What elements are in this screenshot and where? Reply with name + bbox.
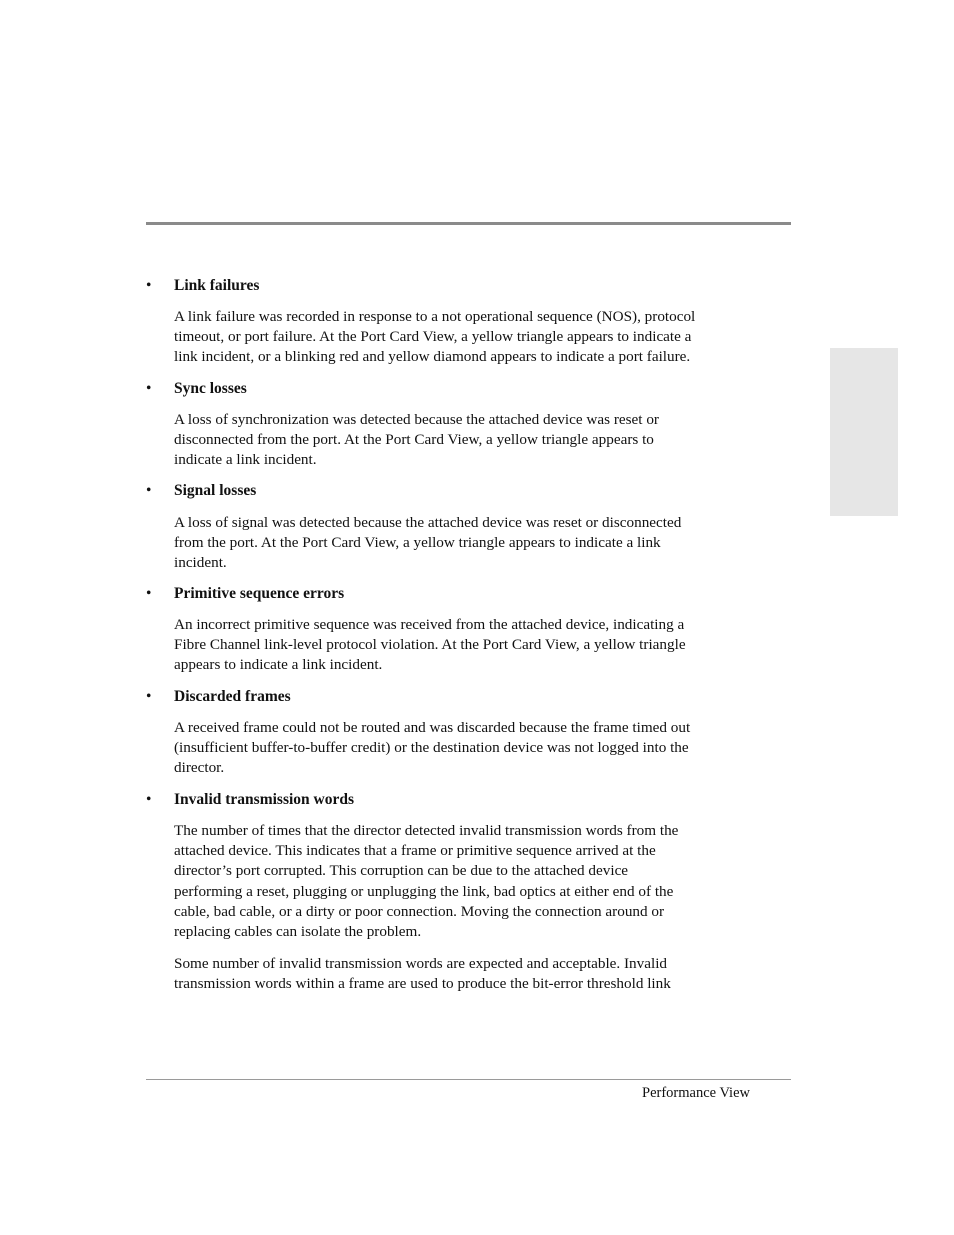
text-line: performing a reset, plugging or unplugging the link, bad optics at either end of the bbox=[174, 882, 674, 900]
item-term: Sync losses bbox=[174, 380, 247, 397]
item-description bbox=[174, 718, 774, 779]
item-description bbox=[174, 513, 774, 574]
text-line: replacing cables can isolate the problem. bbox=[174, 923, 422, 941]
text-line: Fibre Channel link-level protocol violation. At the Port Card View, a yellow triangle bbox=[174, 636, 686, 654]
item-description bbox=[174, 821, 774, 942]
text-line: director’s port corrupted. This corruption can be due to the attached device bbox=[174, 862, 629, 880]
text-line: The number of times that the director detected invalid transmission words from the bbox=[174, 822, 679, 839]
text-line: link incident, or a blinking red and yellow diamond appears to indicate a port failure. bbox=[174, 348, 691, 366]
text-line: A received frame could not be routed and was discarded because the frame timed out bbox=[174, 719, 691, 736]
item-description bbox=[174, 307, 774, 368]
item-description bbox=[174, 410, 774, 471]
text-line: attached device. This indicates that a frame or primitive sequence arrived at the bbox=[174, 842, 656, 860]
footer-section-title: Performance View bbox=[642, 1085, 750, 1101]
text-line: (insufficient buffer-to-buffer credit) or the destination device was not logged into the bbox=[174, 739, 689, 757]
text-line: cable, bad cable, or a dirty or poor connection. Moving the connection around or bbox=[174, 902, 665, 920]
text-line: A loss of signal was detected because the attached device was reset or disconnected bbox=[174, 514, 682, 531]
item-term: Discarded frames bbox=[174, 688, 291, 705]
text-line: director. bbox=[174, 759, 225, 777]
item-term: Invalid transmission words bbox=[174, 791, 355, 808]
bullet: • bbox=[146, 277, 152, 294]
footer-rule bbox=[146, 1079, 791, 1080]
bullet: • bbox=[146, 791, 152, 808]
text-line: A loss of synchronization was detected because the attached device was reset or bbox=[174, 411, 659, 428]
header-rule bbox=[146, 222, 791, 225]
bullet: • bbox=[146, 688, 152, 705]
text-line: indicate a link incident. bbox=[174, 451, 317, 469]
text-line: Some number of invalid transmission words are expected and acceptable. Invalid bbox=[174, 955, 668, 972]
text-line: from the port. At the Port Card View, a yellow triangle appears to indicate a link bbox=[174, 534, 661, 552]
text-line: appears to indicate a link incident. bbox=[174, 656, 383, 674]
text-line: incident. bbox=[174, 554, 227, 572]
text-line: disconnected from the port. At the Port Card View, a yellow triangle appears to bbox=[174, 431, 654, 449]
bullet: • bbox=[146, 585, 152, 602]
text-line: transmission words within a frame are used to produce the bit-error threshold link bbox=[174, 975, 671, 993]
item-term: Signal losses bbox=[174, 482, 257, 499]
item-description bbox=[174, 615, 774, 676]
text-line: A link failure was recorded in response to a not operational sequence (NOS), protocol bbox=[174, 308, 696, 325]
bullet: • bbox=[146, 482, 152, 499]
text-line: An incorrect primitive sequence was received from the attached device, indicating a bbox=[174, 616, 685, 633]
text-line: timeout, or port failure. At the Port Card View, a yellow triangle appears to indicate a bbox=[174, 328, 692, 346]
item-description-continued bbox=[174, 954, 774, 994]
bullet: • bbox=[146, 380, 152, 397]
item-term: Primitive sequence errors bbox=[174, 585, 345, 602]
chapter-tab bbox=[830, 348, 898, 516]
item-term: Link failures bbox=[174, 277, 260, 294]
